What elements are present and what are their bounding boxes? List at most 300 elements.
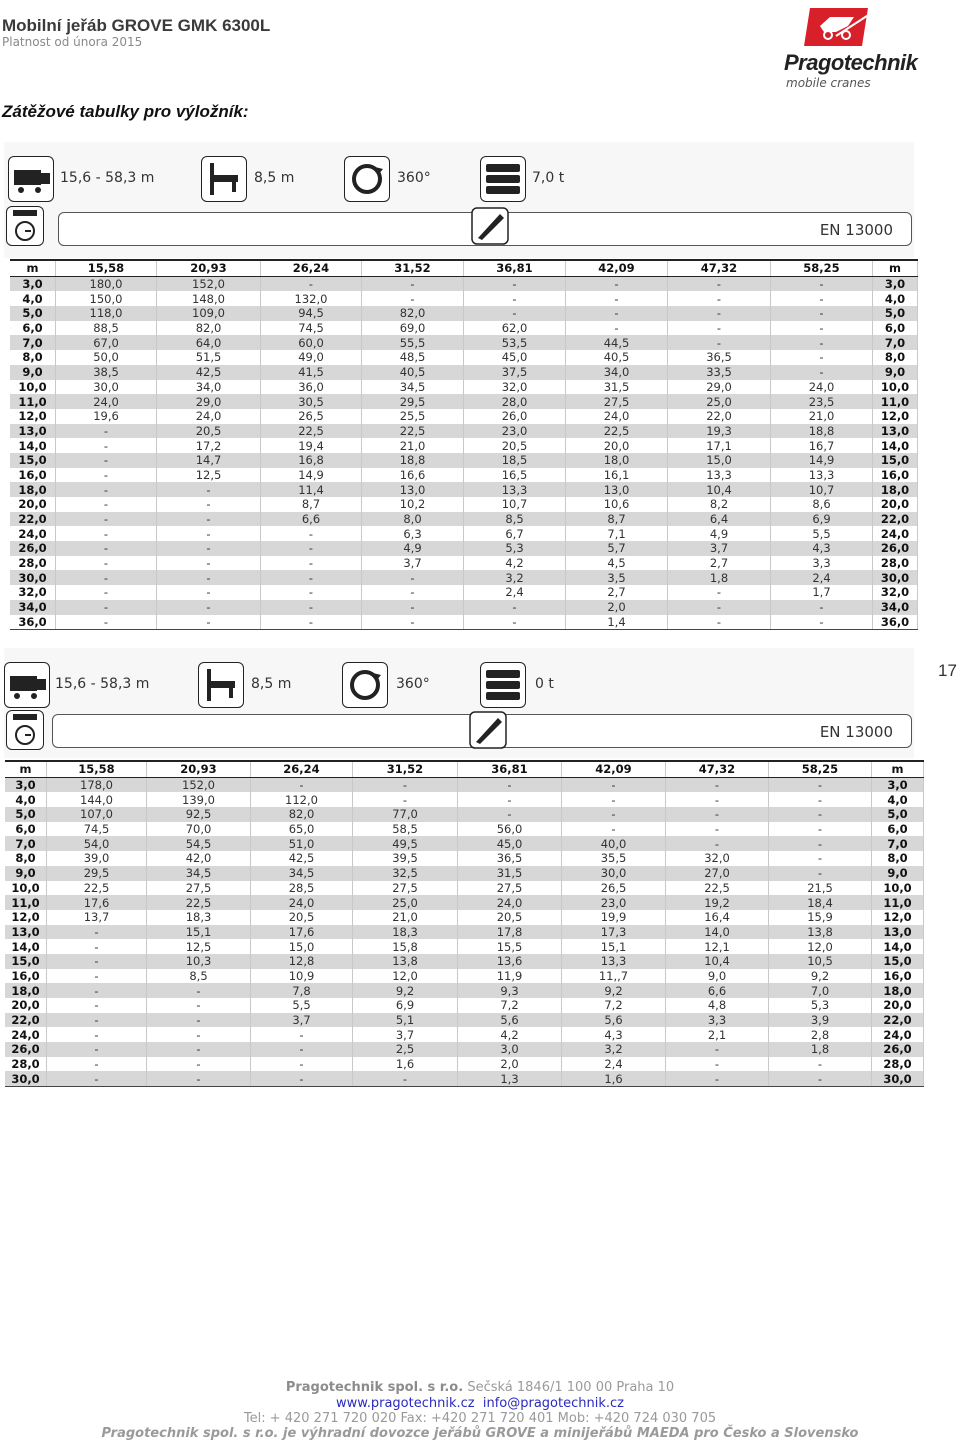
boom-length-header: 42,09 (566, 260, 668, 276)
load-cell: 16,5 (464, 468, 566, 483)
load-cell: - (668, 585, 771, 600)
radius-cell: 11,0 (873, 394, 918, 409)
load-cell: 54,0 (47, 836, 147, 851)
load-cell: - (56, 438, 157, 453)
load-cell: - (157, 497, 261, 512)
table-row (5, 895, 924, 910)
radius-cell: 22,0 (5, 1013, 47, 1028)
load-cell: 17,6 (47, 895, 147, 910)
radius-cell: 11,0 (872, 895, 924, 910)
load-cell: - (666, 836, 769, 851)
slew-360-icon (344, 156, 390, 202)
load-cell: 38,5 (56, 365, 157, 380)
load-cell: - (47, 998, 147, 1013)
load-cell: - (47, 1013, 147, 1028)
load-cell: 10,2 (362, 497, 464, 512)
load-cell: 5,3 (769, 998, 872, 1013)
load-cell: 45,0 (464, 350, 566, 365)
load-cell: - (353, 1071, 458, 1086)
load-cell: 3,7 (353, 1027, 458, 1042)
load-cell: 2,4 (562, 1057, 666, 1072)
radius-cell: 26,0 (872, 1042, 924, 1057)
load-cell: 53,5 (464, 335, 566, 350)
radius-cell: 9,0 (872, 866, 924, 881)
radius-cell: 6,0 (873, 321, 918, 336)
footer-address: Sečská 1846/1 100 00 Praha 10 (467, 1380, 675, 1395)
load-cell: 152,0 (157, 276, 261, 291)
load-cell: 12,0 (769, 939, 872, 954)
load-cell: 23,5 (771, 394, 873, 409)
radius-cell: 30,0 (872, 1071, 924, 1086)
load-cell: 5,6 (562, 1013, 666, 1028)
load-cell: 148,0 (157, 291, 261, 306)
load-cell: 4,3 (771, 541, 873, 556)
load-cell: 94,5 (261, 306, 362, 321)
load-cell: 13,3 (562, 954, 666, 969)
load-cell: 152,0 (147, 777, 251, 792)
table-row (10, 556, 918, 571)
table-header-row (5, 761, 924, 777)
load-cell: 40,0 (562, 836, 666, 851)
load-cell: - (566, 321, 668, 336)
load-cell: - (771, 335, 873, 350)
load-cell: 13,3 (668, 468, 771, 483)
load-cell: 25,5 (362, 409, 464, 424)
boom-length-header: 26,24 (261, 260, 362, 276)
load-cell: - (251, 1042, 353, 1057)
table-row (10, 335, 918, 350)
load-cell: 6,3 (362, 526, 464, 541)
load-cell: 19,6 (56, 409, 157, 424)
load-cell: - (47, 1057, 147, 1072)
load-cell: 1,6 (562, 1071, 666, 1086)
load-cell: - (251, 777, 353, 792)
load-cell: 22,5 (47, 881, 147, 896)
load-cell: - (147, 1013, 251, 1028)
load-cell: 3,0 (458, 1042, 562, 1057)
load-cell: - (362, 600, 464, 615)
load-cell: 13,8 (769, 925, 872, 940)
load-cell: - (353, 792, 458, 807)
boom-length-header: 15,58 (47, 761, 147, 777)
load-cell: - (261, 615, 362, 630)
load-cell: 9,2 (769, 969, 872, 984)
logo-mark-icon (784, 6, 938, 52)
load-cell: - (666, 1042, 769, 1057)
load-cell: 178,0 (47, 777, 147, 792)
load-cell: - (47, 1071, 147, 1086)
table-row (10, 350, 918, 365)
document-subtitle: Platnost od února 2015 (2, 35, 143, 49)
footer-email-link[interactable]: info@pragotechnik.cz (482, 1396, 624, 1411)
footer-web-link[interactable]: www.pragotechnik.cz (336, 1396, 475, 1411)
radius-cell: 16,0 (872, 969, 924, 984)
table-row (10, 615, 918, 630)
load-cell: 6,4 (668, 512, 771, 527)
load-cell: 25,0 (353, 895, 458, 910)
boom-length-header: 36,81 (464, 260, 566, 276)
table-row (5, 792, 924, 807)
radius-cell: 5,0 (10, 306, 56, 321)
load-cell: 3,7 (362, 556, 464, 571)
radius-cell: 12,0 (873, 409, 918, 424)
boom-length-header: 20,93 (147, 761, 251, 777)
load-cell: 16,8 (261, 453, 362, 468)
load-cell: 56,0 (458, 822, 562, 837)
load-cell: - (353, 777, 458, 792)
load-cell: - (771, 350, 873, 365)
radius-cell: 6,0 (872, 822, 924, 837)
load-cell: 6,6 (666, 983, 769, 998)
table-row (5, 1027, 924, 1042)
timer-icon (6, 206, 44, 246)
boom-length-icon (4, 662, 50, 708)
table-row (10, 380, 918, 395)
boom-length-label: 15,6 - 58,3 m (60, 170, 155, 186)
load-cell: 55,5 (362, 335, 464, 350)
table-row (10, 468, 918, 483)
radius-cell: 20,0 (10, 497, 56, 512)
radius-cell: 24,0 (10, 526, 56, 541)
load-cell: - (458, 777, 562, 792)
radius-cell: 14,0 (5, 939, 47, 954)
boom-length-header: 15,58 (56, 260, 157, 276)
boom-length-header: 47,32 (668, 260, 771, 276)
load-cell: 32,0 (666, 851, 769, 866)
load-cell: 10,4 (666, 954, 769, 969)
load-cell: 13,0 (362, 482, 464, 497)
load-cell: 30,0 (56, 380, 157, 395)
load-cell: 12,5 (147, 939, 251, 954)
load-cell: 29,5 (47, 866, 147, 881)
load-cell: 30,0 (562, 866, 666, 881)
load-cell: 29,0 (668, 380, 771, 395)
counterweight-icon (480, 662, 526, 708)
footer-phones: Tel: + 420 271 720 020 Fax: +420 271 720 401 Mob: +420 724 030 705 (243, 1411, 717, 1426)
radius-cell: 28,0 (872, 1057, 924, 1072)
load-cell: - (771, 600, 873, 615)
load-cell: - (261, 276, 362, 291)
radius-cell: 18,0 (873, 482, 918, 497)
load-cell: 15,8 (353, 939, 458, 954)
boom-length-header: 31,52 (362, 260, 464, 276)
page-number: 17 (938, 661, 957, 680)
load-cell: 4,2 (464, 556, 566, 571)
load-cell: 28,5 (251, 881, 353, 896)
footer-company: Pragotechnik spol. s r.o. (285, 1380, 464, 1395)
load-cell: 7,0 (769, 983, 872, 998)
load-cell: - (458, 807, 562, 822)
load-cell: 36,0 (261, 380, 362, 395)
load-cell: 8,5 (464, 512, 566, 527)
footer-tagline: Pragotechnik spol. s r.o. je výhradní dovozce jeřábů GROVE a minijeřábů MAEDA pro Česko a Slovensko (101, 1426, 859, 1441)
load-cell: 62,0 (464, 321, 566, 336)
load-cell: 17,8 (458, 925, 562, 940)
load-cell: 9,0 (666, 969, 769, 984)
load-cell: 9,2 (562, 983, 666, 998)
load-cell: - (458, 792, 562, 807)
radius-cell: 12,0 (872, 910, 924, 925)
load-cell: 1,8 (769, 1042, 872, 1057)
table-row (5, 836, 924, 851)
load-cell: 39,5 (353, 851, 458, 866)
load-cell: - (47, 1027, 147, 1042)
load-cell: 82,0 (157, 321, 261, 336)
table-row (10, 321, 918, 336)
load-cell: - (47, 983, 147, 998)
load-cell: 6,9 (353, 998, 458, 1013)
radius-cell: 8,0 (872, 851, 924, 866)
load-cell: 2,7 (566, 585, 668, 600)
load-cell: - (56, 512, 157, 527)
table-row (10, 600, 918, 615)
load-cell: 26,5 (261, 409, 362, 424)
table-row (10, 497, 918, 512)
load-cell: 5,5 (251, 998, 353, 1013)
load-cell: 2,0 (566, 600, 668, 615)
boom-length-header: 36,81 (458, 761, 562, 777)
load-cell: 49,0 (261, 350, 362, 365)
load-cell: - (157, 585, 261, 600)
load-cell: 29,0 (157, 394, 261, 409)
load-cell: 8,5 (147, 969, 251, 984)
load-cell: 48,5 (362, 350, 464, 365)
load-cell: - (566, 306, 668, 321)
radius-cell: 7,0 (5, 836, 47, 851)
radius-cell: 30,0 (5, 1071, 47, 1086)
load-cell: - (362, 276, 464, 291)
load-cell: 15,1 (562, 939, 666, 954)
load-cell: - (56, 556, 157, 571)
radius-header: m (10, 260, 56, 276)
load-cell: 112,0 (251, 792, 353, 807)
load-cell: 12,8 (251, 954, 353, 969)
load-cell: - (56, 600, 157, 615)
radius-cell: 3,0 (10, 276, 56, 291)
boom-length-header: 42,09 (562, 761, 666, 777)
load-cell: 54,5 (147, 836, 251, 851)
load-cell: 10,6 (566, 497, 668, 512)
slew-360-icon (342, 662, 388, 708)
load-cell: 19,4 (261, 438, 362, 453)
load-cell: 4,5 (566, 556, 668, 571)
load-cell: - (666, 822, 769, 837)
load-cell: 18,3 (147, 910, 251, 925)
radius-cell: 13,0 (10, 424, 56, 439)
radius-cell: 24,0 (5, 1027, 47, 1042)
load-table-2 (5, 760, 924, 1087)
load-cell: 10,7 (771, 482, 873, 497)
load-cell: 22,5 (261, 424, 362, 439)
load-cell: 23,0 (464, 424, 566, 439)
load-cell: - (157, 600, 261, 615)
table-row (10, 482, 918, 497)
load-cell: 36,5 (668, 350, 771, 365)
load-cell: 27,5 (147, 881, 251, 896)
load-cell: - (666, 792, 769, 807)
load-cell: - (56, 468, 157, 483)
load-cell: 1,7 (771, 585, 873, 600)
load-cell: 14,7 (157, 453, 261, 468)
load-cell: 23,0 (562, 895, 666, 910)
table-row (10, 394, 918, 409)
load-cell: - (562, 807, 666, 822)
section-heading: Zátěžové tabulky pro výložník: (2, 102, 249, 121)
table-row (5, 822, 924, 837)
radius-header: m (5, 761, 47, 777)
radius-cell: 36,0 (873, 615, 918, 630)
load-cell: 40,5 (566, 350, 668, 365)
radius-cell: 7,0 (10, 335, 56, 350)
load-cell: 5,5 (771, 526, 873, 541)
radius-cell: 3,0 (5, 777, 47, 792)
load-cell: 77,0 (353, 807, 458, 822)
load-cell: - (47, 954, 147, 969)
load-cell: 2,0 (458, 1057, 562, 1072)
load-cell: 18,8 (362, 453, 464, 468)
load-cell: 9,2 (353, 983, 458, 998)
radius-cell: 20,0 (5, 998, 47, 1013)
radius-cell: 16,0 (10, 468, 56, 483)
table-row (5, 969, 924, 984)
boom-angle-icon (468, 710, 508, 750)
radius-cell: 18,0 (5, 983, 47, 998)
radius-cell: 8,0 (10, 350, 56, 365)
load-cell: - (157, 556, 261, 571)
load-cell: 14,0 (666, 925, 769, 940)
load-cell: - (261, 570, 362, 585)
radius-cell: 9,0 (10, 365, 56, 380)
load-cell: 6,9 (771, 512, 873, 527)
radius-cell: 14,0 (10, 438, 56, 453)
load-cell: 3,2 (464, 570, 566, 585)
load-cell: 4,2 (458, 1027, 562, 1042)
load-cell: 8,6 (771, 497, 873, 512)
load-cell: - (666, 1071, 769, 1086)
load-cell: 20,5 (157, 424, 261, 439)
radius-cell: 3,0 (873, 276, 918, 291)
load-cell: 18,0 (566, 453, 668, 468)
load-cell: 82,0 (251, 807, 353, 822)
load-cell: 30,5 (261, 394, 362, 409)
load-cell: - (147, 1057, 251, 1072)
load-cell: - (147, 1071, 251, 1086)
load-cell: 9,3 (458, 983, 562, 998)
table-row (5, 881, 924, 896)
load-cell: 8,7 (566, 512, 668, 527)
table-row (10, 438, 918, 453)
load-cell: 25,0 (668, 394, 771, 409)
footer-links-line (0, 1396, 960, 1411)
boom-length-header: 31,52 (353, 761, 458, 777)
load-cell: - (666, 1057, 769, 1072)
load-cell: 28,0 (464, 394, 566, 409)
table-row (5, 1057, 924, 1072)
load-cell: 35,5 (562, 851, 666, 866)
load-cell: - (47, 1042, 147, 1057)
load-cell: 1,3 (458, 1071, 562, 1086)
load-cell: 34,0 (157, 380, 261, 395)
load-cell: 21,0 (353, 910, 458, 925)
load-cell: - (56, 615, 157, 630)
load-cell: 15,0 (251, 939, 353, 954)
load-cell: 11,4 (261, 482, 362, 497)
load-cell: - (56, 526, 157, 541)
load-cell: - (769, 836, 872, 851)
load-cell: - (147, 1042, 251, 1057)
radius-cell: 13,0 (5, 925, 47, 940)
table-row (5, 998, 924, 1013)
load-cell: 24,0 (56, 394, 157, 409)
radius-cell: 15,0 (873, 453, 918, 468)
load-cell: 36,5 (458, 851, 562, 866)
load-cell: 45,0 (458, 836, 562, 851)
load-cell: - (56, 570, 157, 585)
table-row (5, 925, 924, 940)
load-cell: 88,5 (56, 321, 157, 336)
radius-cell: 20,0 (872, 998, 924, 1013)
load-cell: 24,0 (566, 409, 668, 424)
radius-cell: 22,0 (873, 512, 918, 527)
load-cell: 2,7 (668, 556, 771, 571)
load-cell: - (666, 807, 769, 822)
load-cell: 51,5 (157, 350, 261, 365)
radius-cell: 5,0 (872, 807, 924, 822)
standard-label: EN 13000 (819, 221, 893, 239)
load-cell: 11,9 (458, 969, 562, 984)
radius-cell: 8,0 (5, 851, 47, 866)
load-cell: - (668, 306, 771, 321)
radius-cell: 12,0 (5, 910, 47, 925)
radius-cell: 5,0 (5, 807, 47, 822)
boom-length-header: 47,32 (666, 761, 769, 777)
table-row (10, 453, 918, 468)
load-cell: - (47, 925, 147, 940)
load-cell: 13,7 (47, 910, 147, 925)
load-cell: 1,6 (353, 1057, 458, 1072)
load-cell: 1,4 (566, 615, 668, 630)
load-cell: 3,2 (562, 1042, 666, 1057)
radius-cell: 15,0 (872, 954, 924, 969)
load-cell: 4,8 (666, 998, 769, 1013)
load-cell: 10,9 (251, 969, 353, 984)
load-cell: - (56, 482, 157, 497)
load-cell: 132,0 (261, 291, 362, 306)
load-cell: 15,5 (458, 939, 562, 954)
table-row (5, 910, 924, 925)
radius-cell: 34,0 (873, 600, 918, 615)
load-cell: 7,1 (566, 526, 668, 541)
load-cell: 8,7 (261, 497, 362, 512)
outrigger-icon (201, 156, 247, 202)
radius-cell: 28,0 (5, 1057, 47, 1072)
load-table-1 (10, 259, 918, 630)
radius-cell: 26,0 (873, 541, 918, 556)
radius-cell: 18,0 (10, 482, 56, 497)
load-cell: 10,7 (464, 497, 566, 512)
load-cell: 18,5 (464, 453, 566, 468)
load-cell: 3,3 (666, 1013, 769, 1028)
radius-cell: 13,0 (872, 925, 924, 940)
load-cell: - (769, 807, 872, 822)
load-cell: - (147, 983, 251, 998)
table-row (5, 954, 924, 969)
config-panel-2 (4, 648, 914, 758)
radius-cell: 7,0 (873, 335, 918, 350)
load-cell: 69,0 (362, 321, 464, 336)
table-row (5, 983, 924, 998)
load-cell: 7,8 (251, 983, 353, 998)
